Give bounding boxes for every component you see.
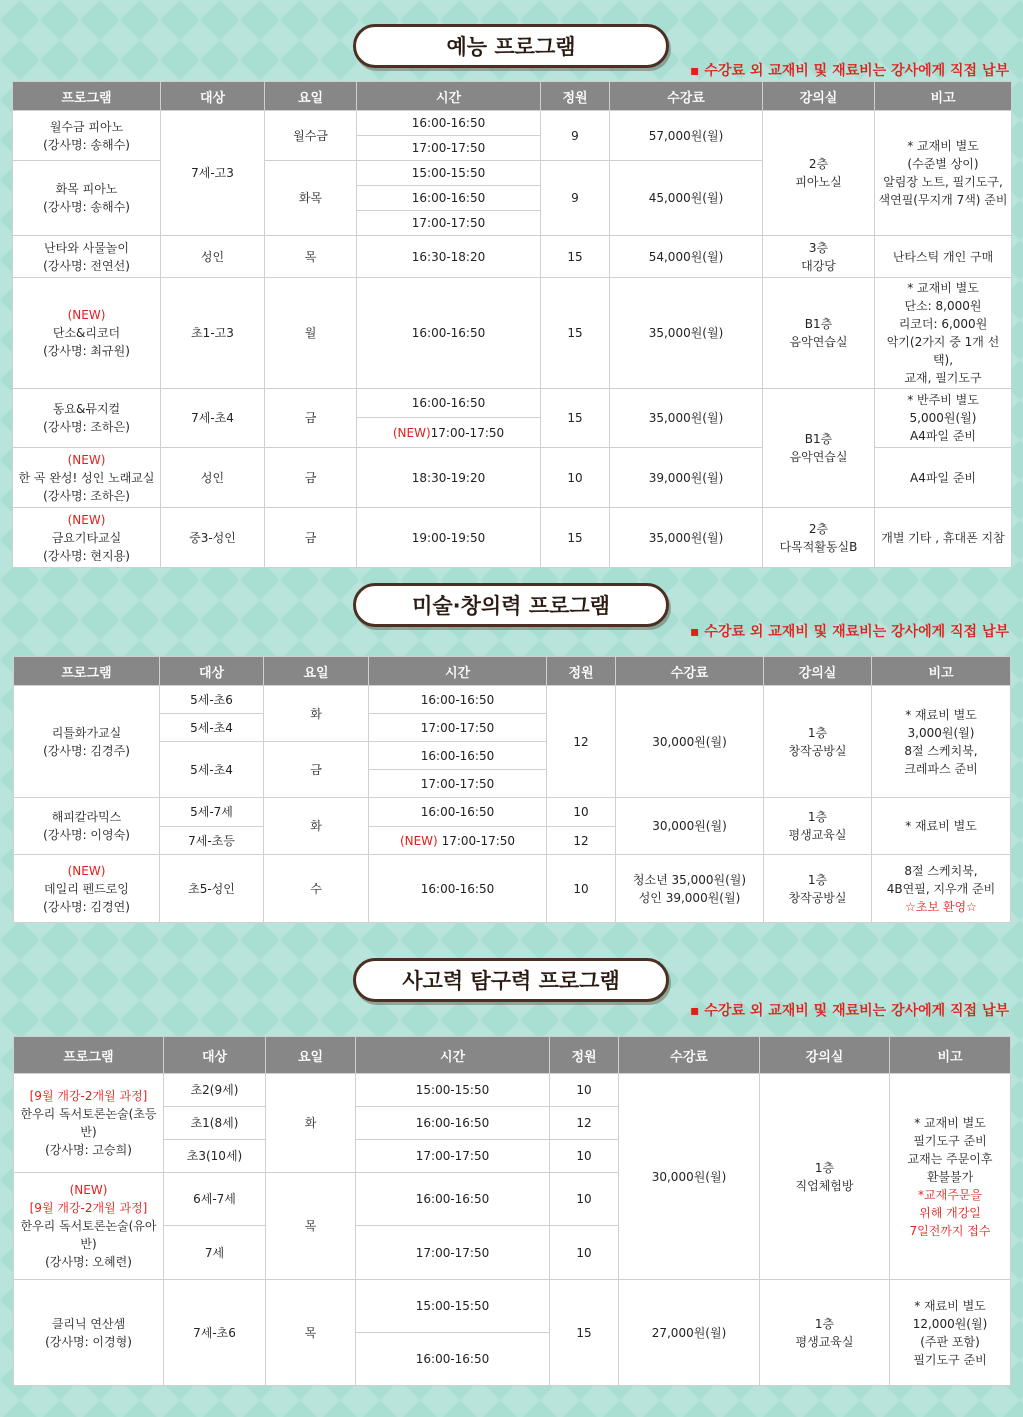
col-program: 프로그램 bbox=[14, 657, 160, 686]
fee-cell: 청소년 35,000원(월) 성인 39,000원(월) bbox=[616, 855, 764, 923]
col-room: 강의실 bbox=[760, 1037, 890, 1074]
fee-cell: 54,000원(월) bbox=[610, 236, 763, 278]
program-cell: 리틀화가교실 (강사명: 김경주) bbox=[14, 686, 160, 798]
program-cell: 난타와 사물놀이 (강사명: 전연선) bbox=[13, 236, 161, 278]
program-cell: (NEW) 금요기타교실 (강사명: 현지용) bbox=[13, 508, 161, 568]
time-cell: 16:00-16:50 bbox=[357, 186, 541, 211]
time-cell: (NEW)17:00-17:50 bbox=[357, 418, 541, 448]
time-cell: 16:00-16:50 bbox=[357, 111, 541, 136]
room-cell: 1층 창작공방실 bbox=[764, 686, 872, 798]
note-cell: * 재료비 별도 bbox=[872, 798, 1011, 855]
target-cell: 7세 bbox=[164, 1226, 266, 1280]
fee-cell: 30,000원(월) bbox=[616, 686, 764, 798]
fee-cell: 30,000원(월) bbox=[616, 798, 764, 855]
time-cell: 18:30-19:20 bbox=[357, 448, 541, 508]
time-cell: 15:00-15:50 bbox=[356, 1280, 550, 1333]
room-cell: 3층 대강당 bbox=[763, 236, 875, 278]
fee-cell: 39,000원(월) bbox=[610, 448, 763, 508]
target-cell: 중3-성인 bbox=[161, 508, 265, 568]
time-cell: 19:00-19:50 bbox=[357, 508, 541, 568]
col-note: 비고 bbox=[890, 1037, 1011, 1074]
room-cell: 2층 피아노실 bbox=[763, 111, 875, 236]
col-day: 요일 bbox=[264, 657, 369, 686]
section-title-art-creativity: 미술·창의력 프로그램 bbox=[353, 583, 669, 627]
time-cell: 16:00-16:50 bbox=[369, 686, 547, 714]
fee-cell: 27,000원(월) bbox=[619, 1280, 760, 1386]
program-cell: 화목 피아노 (강사명: 송해수) bbox=[13, 161, 161, 236]
col-capacity: 정원 bbox=[547, 657, 616, 686]
capacity-cell: 12 bbox=[547, 827, 616, 855]
capacity-cell: 12 bbox=[547, 686, 616, 798]
time-cell: 16:00-16:50 bbox=[369, 855, 547, 923]
table-row bbox=[14, 686, 1011, 714]
fee-cell: 30,000원(월) bbox=[619, 1074, 760, 1280]
fee-notice: ▪ 수강료 외 교재비 및 재료비는 강사에게 직접 납부 bbox=[690, 624, 1009, 640]
program-cell: (NEW) 데일리 펜드로잉 (강사명: 김경연) bbox=[14, 855, 160, 923]
section-title-arts: 예능 프로그램 bbox=[353, 24, 669, 68]
col-target: 대상 bbox=[161, 82, 265, 111]
fee-notice: ▪ 수강료 외 교재비 및 재료비는 강사에게 직접 납부 bbox=[690, 1003, 1009, 1019]
arts-program-table bbox=[12, 81, 1012, 568]
note-cell: 개별 기타 , 휴대폰 지참 bbox=[875, 508, 1012, 568]
note-cell: * 교재비 별도 단소: 8,000원 리코더: 6,000원 악기(2가지 중 1개 선택), 교재, 필기도구 bbox=[875, 278, 1012, 389]
table-row bbox=[14, 1074, 1011, 1107]
col-time: 시간 bbox=[369, 657, 547, 686]
fee-cell: 35,000원(월) bbox=[610, 508, 763, 568]
time-cell: 16:00-16:50 bbox=[369, 798, 547, 827]
day-cell: 목 bbox=[266, 1173, 356, 1280]
fee-cell: 35,000원(월) bbox=[610, 389, 763, 448]
capacity-cell: 12 bbox=[550, 1107, 619, 1140]
fee-cell: 45,000원(월) bbox=[610, 161, 763, 236]
table-row bbox=[14, 855, 1011, 923]
target-cell: 초5-성인 bbox=[160, 855, 264, 923]
target-cell: 6세-7세 bbox=[164, 1173, 266, 1226]
day-cell: 금 bbox=[265, 448, 357, 508]
note-cell: * 반주비 별도 5,000원(월) A4파일 준비 bbox=[875, 389, 1012, 448]
target-cell: 7세-초6 bbox=[164, 1280, 266, 1386]
time-cell: 16:00-16:50 bbox=[356, 1173, 550, 1226]
col-target: 대상 bbox=[164, 1037, 266, 1074]
program-cell: (NEW) [9월 개강-2개월 과정] 한우리 독서토론논술(유아반) (강사명: 오혜련) bbox=[14, 1173, 164, 1280]
table-row bbox=[14, 798, 1011, 827]
target-cell: 성인 bbox=[161, 448, 265, 508]
col-room: 강의실 bbox=[764, 657, 872, 686]
target-cell: 5세-초4 bbox=[160, 714, 264, 742]
time-cell: 15:00-15:50 bbox=[357, 161, 541, 186]
col-fee: 수강료 bbox=[610, 82, 763, 111]
capacity-cell: 10 bbox=[550, 1226, 619, 1280]
table-header-row bbox=[14, 1037, 1011, 1074]
time-cell: 16:00-16:50 bbox=[357, 389, 541, 418]
table-row bbox=[13, 236, 1012, 278]
capacity-cell: 10 bbox=[550, 1074, 619, 1107]
time-cell: 16:00-16:50 bbox=[369, 742, 547, 770]
col-day: 요일 bbox=[265, 82, 357, 111]
table-header-row bbox=[13, 82, 1012, 111]
capacity-cell: 10 bbox=[547, 855, 616, 923]
col-fee: 수강료 bbox=[619, 1037, 760, 1074]
program-cell: 해피칼라믹스 (강사명: 이영숙) bbox=[14, 798, 160, 855]
room-cell: 1층 평생교육실 bbox=[760, 1280, 890, 1386]
capacity-cell: 15 bbox=[541, 389, 610, 448]
day-cell: 금 bbox=[265, 508, 357, 568]
table-row bbox=[13, 508, 1012, 568]
note-cell: * 재료비 별도 12,000원(월) (주판 포함) 필기도구 준비 bbox=[890, 1280, 1011, 1386]
time-cell: 17:00-17:50 bbox=[356, 1226, 550, 1280]
time-cell: 16:30-18:20 bbox=[357, 236, 541, 278]
room-cell: B1층 음악연습실 bbox=[763, 278, 875, 389]
note-cell: 난타스틱 개인 구매 bbox=[875, 236, 1012, 278]
table-row bbox=[13, 111, 1012, 136]
time-cell: 17:00-17:50 bbox=[369, 770, 547, 798]
table-row bbox=[13, 278, 1012, 389]
day-cell: 화 bbox=[264, 686, 369, 742]
time-cell: 16:00-16:50 bbox=[356, 1333, 550, 1386]
room-cell: 1층 창작공방실 bbox=[764, 855, 872, 923]
day-cell: 목 bbox=[265, 236, 357, 278]
program-cell: 동요&뮤지컬 (강사명: 조하은) bbox=[13, 389, 161, 448]
target-cell: 성인 bbox=[161, 236, 265, 278]
section-title-thinking: 사고력 탐구력 프로그램 bbox=[353, 958, 669, 1002]
col-program: 프로그램 bbox=[13, 82, 161, 111]
time-cell: (NEW) 17:00-17:50 bbox=[369, 827, 547, 855]
program-cell: 월수금 피아노 (강사명: 송해수) bbox=[13, 111, 161, 161]
program-cell: 클리닉 연산셈 (강사명: 이경형) bbox=[14, 1280, 164, 1386]
day-cell: 월수금 bbox=[265, 111, 357, 161]
capacity-cell: 15 bbox=[550, 1280, 619, 1386]
time-cell: 17:00-17:50 bbox=[356, 1140, 550, 1173]
target-cell: 5세-초4 bbox=[160, 742, 264, 798]
note-cell: * 교재비 별도 필기도구 준비 교재는 주문이후 환불불가 *교재주문을 위해 개강일 7일전까지 접수 bbox=[890, 1074, 1011, 1280]
time-cell: 16:00-16:50 bbox=[356, 1107, 550, 1140]
col-capacity: 정원 bbox=[541, 82, 610, 111]
day-cell: 화 bbox=[266, 1074, 356, 1173]
day-cell: 수 bbox=[264, 855, 369, 923]
day-cell: 목 bbox=[266, 1280, 356, 1386]
target-cell: 7세-초등 bbox=[160, 827, 264, 855]
col-day: 요일 bbox=[266, 1037, 356, 1074]
note-cell: * 교재비 별도 (수준별 상이) 알림장 노트, 필기도구, 색연필(무지개 7색) 준비 bbox=[875, 111, 1012, 236]
col-time: 시간 bbox=[357, 82, 541, 111]
table-header-row bbox=[14, 657, 1011, 686]
col-program: 프로그램 bbox=[14, 1037, 164, 1074]
capacity-cell: 10 bbox=[547, 798, 616, 827]
room-cell: 2층 다목적활동실B bbox=[763, 508, 875, 568]
capacity-cell: 10 bbox=[541, 448, 610, 508]
capacity-cell: 10 bbox=[550, 1173, 619, 1226]
col-note: 비고 bbox=[875, 82, 1012, 111]
target-cell: 초3(10세) bbox=[164, 1140, 266, 1173]
capacity-cell: 9 bbox=[541, 111, 610, 161]
table-row bbox=[14, 1280, 1011, 1333]
day-cell: 화목 bbox=[265, 161, 357, 236]
col-fee: 수강료 bbox=[616, 657, 764, 686]
note-cell: * 재료비 별도 3,000원(월) 8절 스케치북, 크레파스 준비 bbox=[872, 686, 1011, 798]
col-time: 시간 bbox=[356, 1037, 550, 1074]
table-row bbox=[13, 389, 1012, 418]
col-room: 강의실 bbox=[763, 82, 875, 111]
fee-notice: ▪ 수강료 외 교재비 및 재료비는 강사에게 직접 납부 bbox=[690, 63, 1009, 79]
program-cell: (NEW) 한 곡 완성! 성인 노래교실 (강사명: 조하은) bbox=[13, 448, 161, 508]
time-cell: 17:00-17:50 bbox=[357, 136, 541, 161]
room-cell: B1층 음악연습실 bbox=[763, 389, 875, 508]
day-cell: 화 bbox=[264, 798, 369, 855]
fee-cell: 35,000원(월) bbox=[610, 278, 763, 389]
note-cell: 8절 스케치북, 4B연필, 지우개 준비 ☆초보 환영☆ bbox=[872, 855, 1011, 923]
day-cell: 금 bbox=[264, 742, 369, 798]
room-cell: 1층 직업체험방 bbox=[760, 1074, 890, 1280]
note-cell: A4파일 준비 bbox=[875, 448, 1012, 508]
target-cell: 5세-7세 bbox=[160, 798, 264, 827]
col-note: 비고 bbox=[872, 657, 1011, 686]
target-cell: 초1(8세) bbox=[164, 1107, 266, 1140]
fee-cell: 57,000원(월) bbox=[610, 111, 763, 161]
capacity-cell: 9 bbox=[541, 161, 610, 236]
col-target: 대상 bbox=[160, 657, 264, 686]
col-capacity: 정원 bbox=[550, 1037, 619, 1074]
capacity-cell: 15 bbox=[541, 278, 610, 389]
thinking-program-table bbox=[13, 1036, 1011, 1386]
target-cell: 7세-고3 bbox=[161, 111, 265, 236]
capacity-cell: 15 bbox=[541, 508, 610, 568]
capacity-cell: 10 bbox=[550, 1140, 619, 1173]
capacity-cell: 15 bbox=[541, 236, 610, 278]
target-cell: 초2(9세) bbox=[164, 1074, 266, 1107]
time-cell: 16:00-16:50 bbox=[357, 278, 541, 389]
target-cell: 7세-초4 bbox=[161, 389, 265, 448]
program-cell: (NEW) 단소&리코더 (강사명: 최규원) bbox=[13, 278, 161, 389]
target-cell: 초1-고3 bbox=[161, 278, 265, 389]
day-cell: 금 bbox=[265, 389, 357, 448]
art-program-table bbox=[13, 656, 1011, 923]
room-cell: 1층 평생교육실 bbox=[764, 798, 872, 855]
program-cell: [9월 개강-2개월 과정] 한우리 독서토론논술(초등반) (강사명: 고승희) bbox=[14, 1074, 164, 1173]
target-cell: 5세-초6 bbox=[160, 686, 264, 714]
time-cell: 17:00-17:50 bbox=[357, 211, 541, 236]
day-cell: 월 bbox=[265, 278, 357, 389]
time-cell: 17:00-17:50 bbox=[369, 714, 547, 742]
time-cell: 15:00-15:50 bbox=[356, 1074, 550, 1107]
